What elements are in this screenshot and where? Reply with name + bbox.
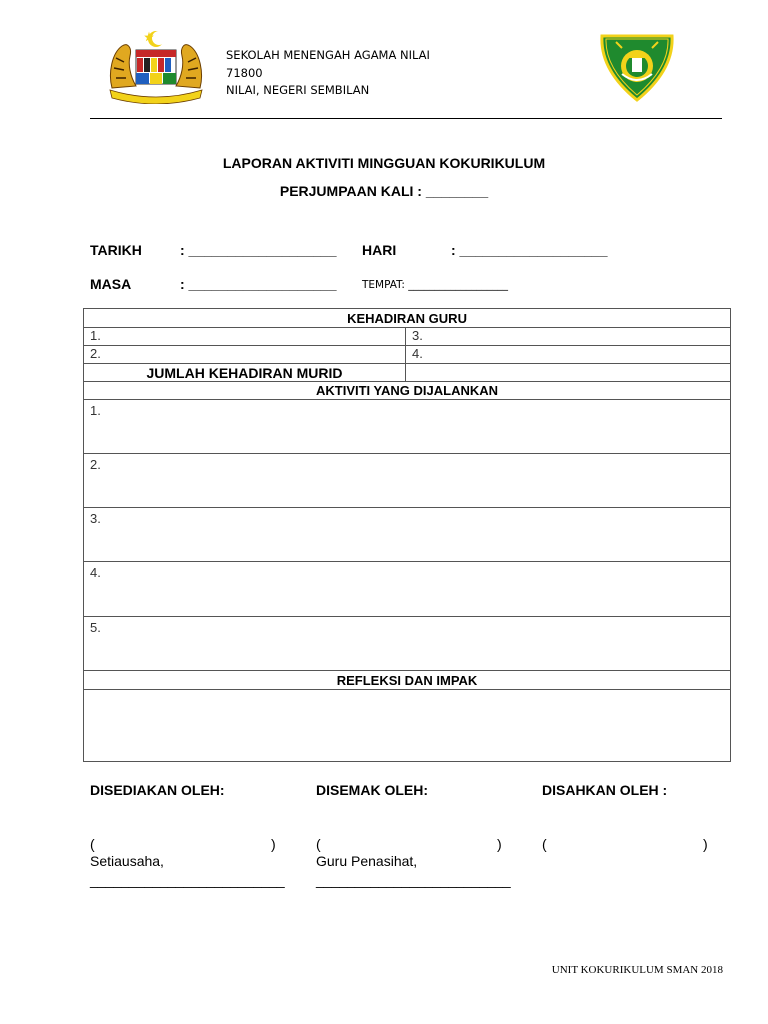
hari-field[interactable]: : ___________________ bbox=[451, 242, 608, 258]
school-name: SEKOLAH MENENGAH AGAMA NILAI bbox=[226, 48, 430, 62]
checked-by-label: DISEMAK OLEH: bbox=[316, 782, 428, 798]
activity-row-5[interactable]: 5. bbox=[84, 617, 731, 671]
reflection-box[interactable] bbox=[84, 690, 731, 762]
sign-close-paren-3: ) bbox=[703, 836, 708, 852]
prepared-by-label: DISEDIAKAN OLEH: bbox=[90, 782, 225, 798]
signature-line-1[interactable]: _________________________ bbox=[90, 872, 285, 888]
meeting-number: PERJUMPAAN KALI : ________ bbox=[279, 183, 489, 199]
approved-by-label: DISAHKAN OLEH : bbox=[542, 782, 668, 798]
school-crest-logo bbox=[596, 30, 678, 104]
masa-label: MASA bbox=[90, 276, 132, 292]
header-divider bbox=[90, 118, 722, 119]
teacher-slot-3[interactable]: 3. bbox=[406, 328, 731, 346]
role-secretary: Setiausaha, bbox=[90, 853, 164, 869]
sign-open-paren-1: ( bbox=[90, 836, 95, 852]
coat-of-arms-logo bbox=[106, 28, 206, 104]
hari-label: HARI bbox=[362, 242, 397, 258]
activity-row-2[interactable]: 2. bbox=[84, 454, 731, 508]
footer-unit: UNIT KOKURIKULUM SMAN 2018 bbox=[551, 964, 723, 976]
activity-row-3[interactable]: 3. bbox=[84, 508, 731, 562]
tarikh-field[interactable]: : ___________________ bbox=[180, 242, 337, 258]
sign-open-paren-3: ( bbox=[542, 836, 547, 852]
activity-row-4[interactable]: 4. bbox=[84, 562, 731, 617]
role-advisor-teacher: Guru Penasihat, bbox=[316, 853, 418, 869]
reflection-header: REFLEKSI DAN IMPAK bbox=[84, 671, 731, 690]
sign-close-paren-2: ) bbox=[497, 836, 502, 852]
school-address-block bbox=[226, 47, 430, 100]
sign-close-paren-1: ) bbox=[271, 836, 276, 852]
sign-open-paren-2: ( bbox=[316, 836, 321, 852]
signature-line-2[interactable]: _________________________ bbox=[316, 872, 511, 888]
report-title: LAPORAN AKTIVITI MINGGUAN KOKURIKULUM bbox=[222, 155, 546, 171]
teacher-attendance-header: KEHADIRAN GURU bbox=[84, 309, 731, 328]
activities-header: AKTIVITI YANG DIJALANKAN bbox=[84, 382, 731, 400]
student-total-value[interactable] bbox=[406, 364, 731, 382]
tempat-field[interactable]: TEMPAT: ___________________ bbox=[362, 279, 509, 291]
teacher-slot-2[interactable]: 2. bbox=[84, 346, 406, 364]
school-location: NILAI, NEGERI SEMBILAN bbox=[226, 83, 370, 97]
school-postcode: 71800 bbox=[226, 65, 263, 80]
student-total-label: JUMLAH KEHADIRAN MURID bbox=[84, 364, 406, 382]
masa-field[interactable]: : ___________________ bbox=[180, 276, 337, 292]
teacher-slot-4[interactable]: 4. bbox=[406, 346, 731, 364]
activity-row-1[interactable]: 1. bbox=[84, 400, 731, 454]
tarikh-label: TARIKH bbox=[90, 242, 142, 258]
teacher-slot-1[interactable]: 1. bbox=[84, 328, 406, 346]
report-table bbox=[83, 308, 731, 762]
